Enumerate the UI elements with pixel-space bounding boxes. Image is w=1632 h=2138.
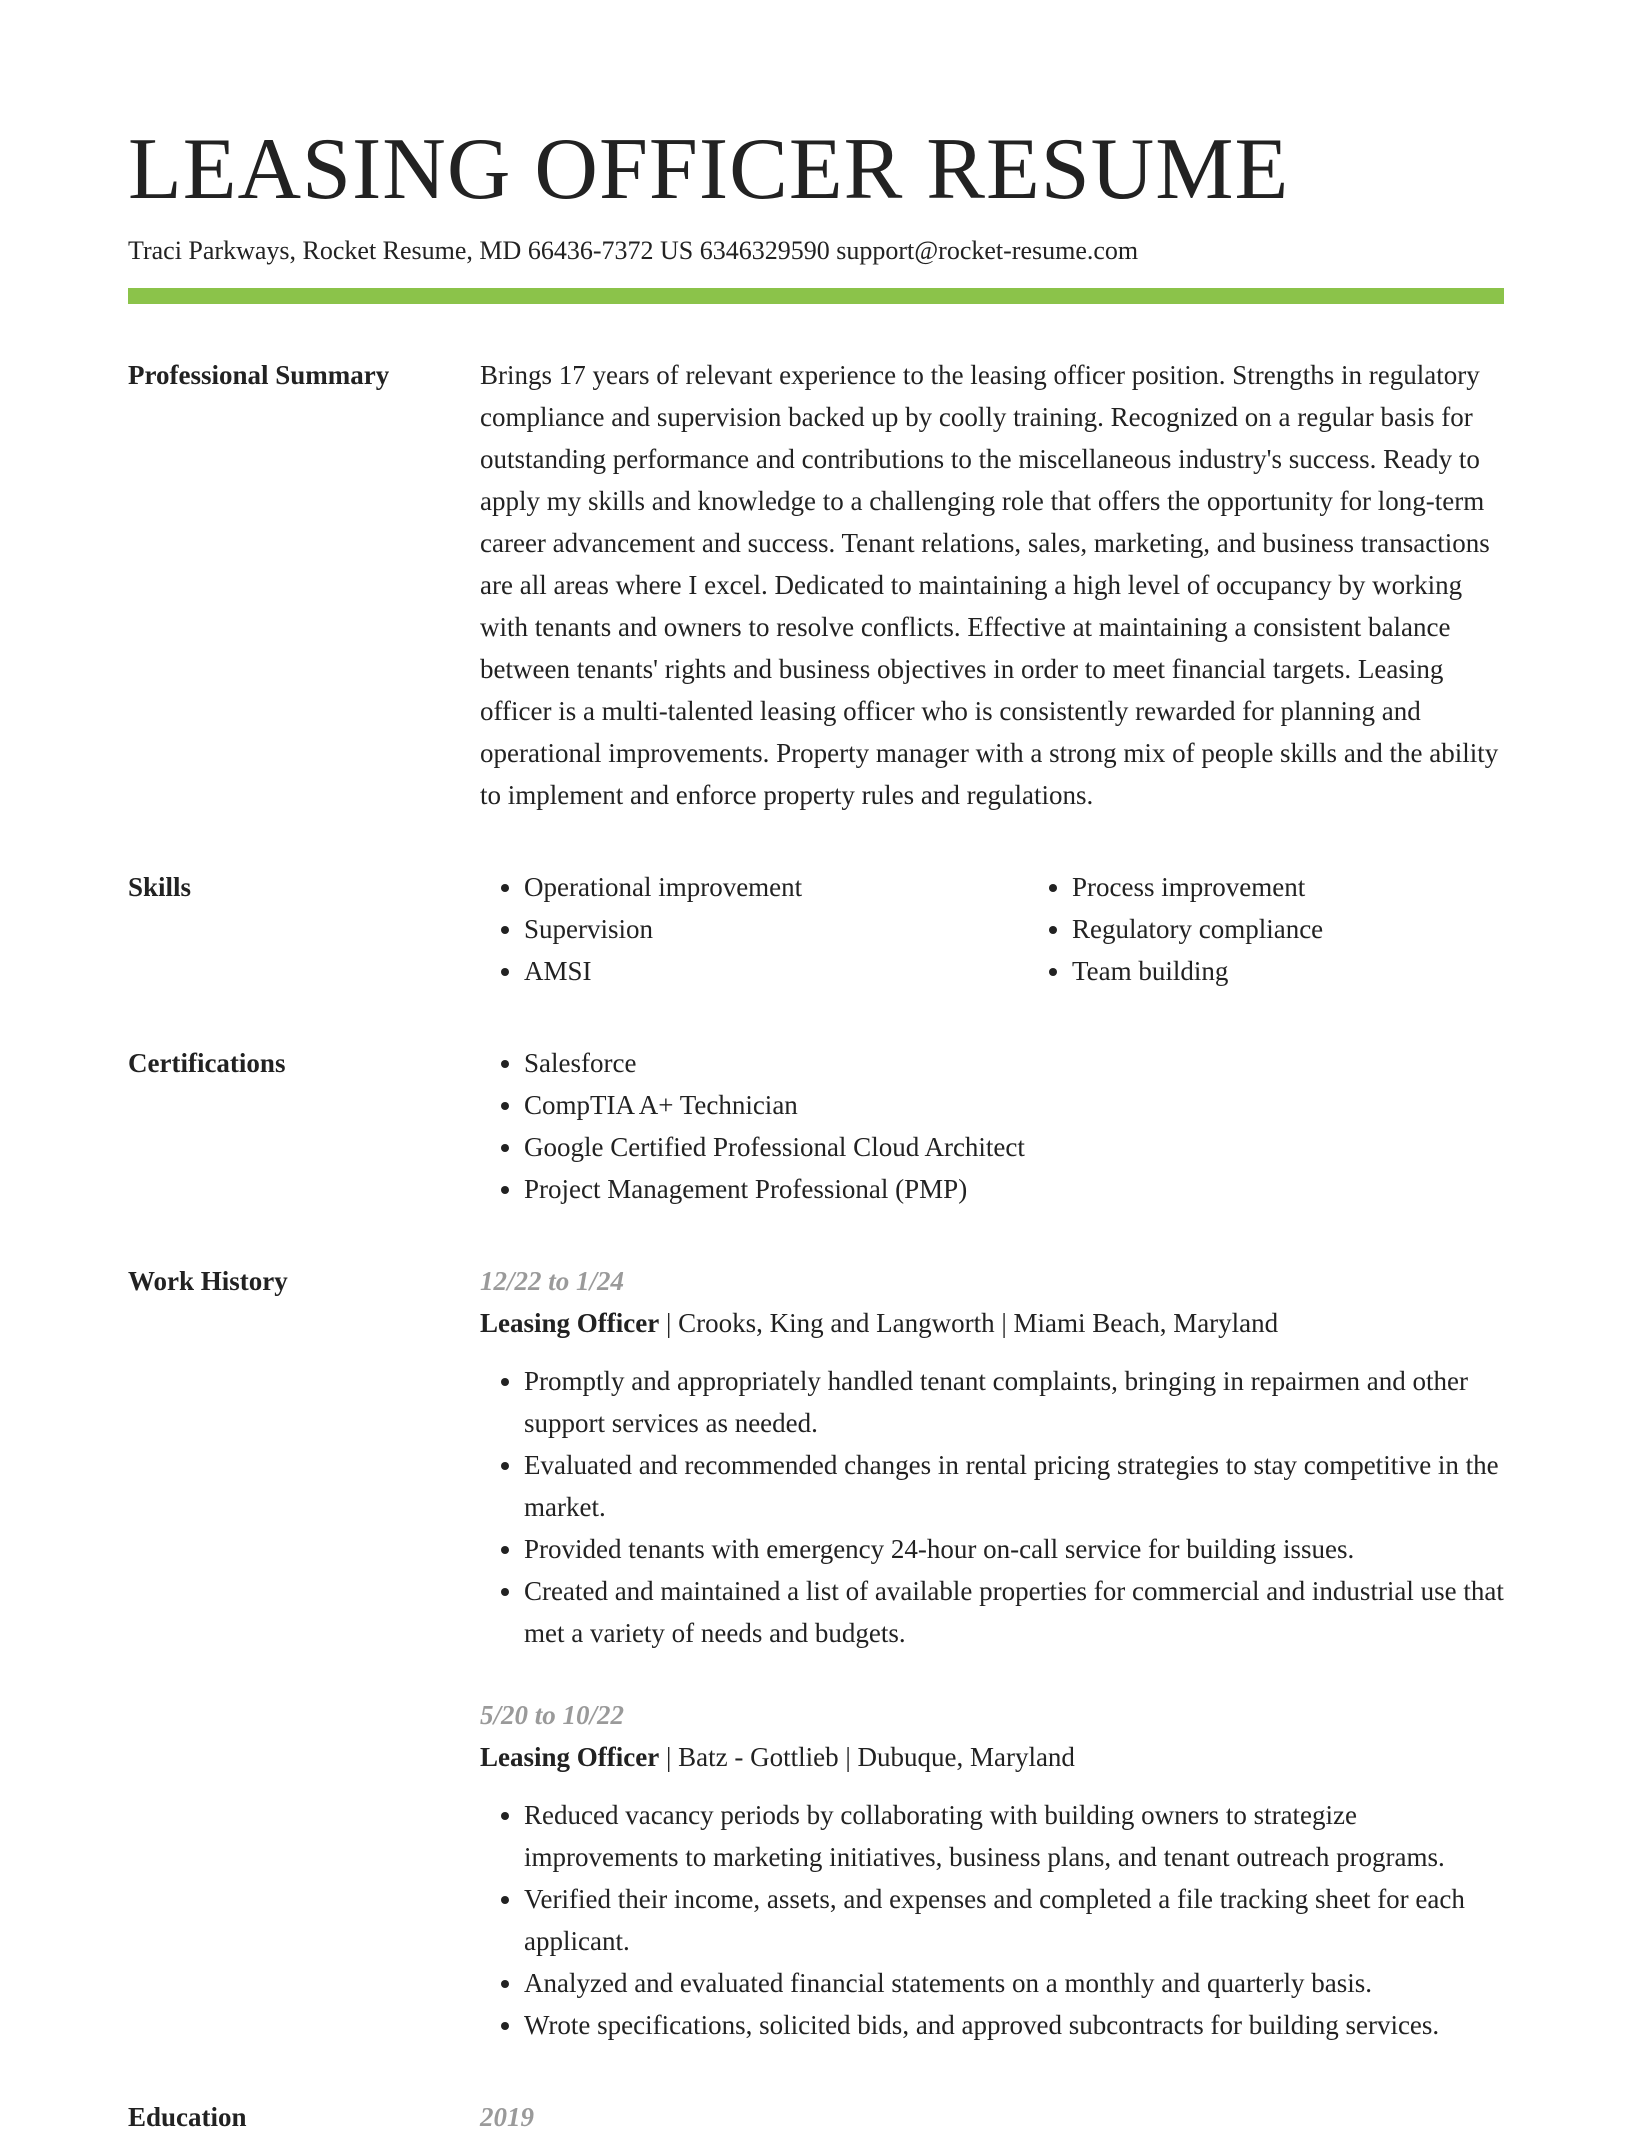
skill-item: • Operational improvement — [524, 866, 1028, 908]
job-details: | Batz - Gottlieb | Dubuque, Maryland — [659, 1742, 1075, 1772]
job-bullet: • Evaluated and recommended changes in rental pricing strategies to stay competitive in the market. — [524, 1444, 1504, 1528]
job-bullet: • Created and maintained a list of available properties for commercial and industrial use that met a variety of needs and budgets. — [524, 1570, 1504, 1654]
section-label-skills: Skills — [128, 872, 192, 902]
job-entry — [480, 1694, 1504, 2046]
certification-item: • Google Certified Professional Cloud Architect — [524, 1126, 1504, 1168]
certification-item: • CompTIA A+ Technician — [524, 1084, 1504, 1126]
work-history-section — [128, 1260, 1504, 2046]
skill-item: • Supervision — [524, 908, 1028, 950]
summary-text: Brings 17 years of relevant experience to the leasing officer position. Strengths in regulatory compliance and supervision backed up by coolly training. Recognized on a regular basis for outstanding performance and contributions to the miscellaneous industry's success. Ready to apply my skills and knowledge to a challenging role that offers the opportunity for long-term career advancement and success. Tenant relations, sales, marketing, and business transactions are all areas where I excel. Dedicated to maintaining a high level of occupancy by working with tenants and owners to resolve conflicts. Effective at maintaining a consistent balance between tenants' rights and business objectives in order to meet financial targets. Leasing officer is a multi-talented leasing officer who is consistently rewarded for planning and operational improvements. Property manager with a strong mix of people skills and the ability to implement and enforce property rules and regulations. — [480, 360, 1499, 810]
job-bullet: • Verified their income, assets, and expenses and completed a file tracking sheet for each applicant. — [524, 1878, 1504, 1962]
certification-item: • Project Management Professional (PMP) — [524, 1168, 1504, 1210]
job-title: Leasing Officer — [480, 1308, 660, 1338]
resume-page — [128, 118, 1504, 2138]
job-bullets — [480, 1794, 1504, 2046]
skills-section — [128, 866, 1504, 992]
job-dates: 5/20 to 10/22 — [480, 1700, 625, 1730]
job-bullet: • Reduced vacancy periods by collaborating with building owners to strategize improvements to marketing initiatives, business plans, and tenant outreach programs. — [524, 1794, 1504, 1878]
job-entry — [480, 1260, 1504, 1654]
summary-section — [128, 354, 1504, 816]
resume-title: LEASING OFFICER RESUME — [128, 121, 1290, 218]
skill-item: • Team building — [1072, 950, 1576, 992]
section-label-education: Education — [128, 2102, 247, 2132]
job-bullet: • Wrote specifications, solicited bids, and approved subcontracts for building services. — [524, 2004, 1504, 2046]
job-heading — [480, 1736, 1504, 1778]
job-bullets — [480, 1360, 1504, 1654]
job-bullet: • Analyzed and evaluated financial statements on a monthly and quarterly basis. — [524, 1962, 1504, 2004]
section-label-certifications: Certifications — [128, 1048, 286, 1078]
contact-line: Traci Parkways, Rocket Resume, MD 66436-7372 US 6346329590 support@rocket-resume.com — [128, 236, 1139, 265]
job-details: | Crooks, King and Langworth | Miami Beach, Maryland — [659, 1308, 1279, 1338]
skill-item: • AMSI — [524, 950, 1028, 992]
certifications-list — [480, 1042, 1504, 1210]
skills-list-right — [1028, 866, 1576, 992]
job-title: Leasing Officer — [480, 1742, 660, 1772]
section-label-summary: Professional Summary — [128, 360, 390, 390]
skill-item: • Process improvement — [1072, 866, 1576, 908]
certifications-section — [128, 1042, 1504, 1210]
job-heading — [480, 1302, 1504, 1344]
education-section — [128, 2096, 1504, 2138]
section-label-work-history: Work History — [128, 1266, 288, 1296]
job-bullet: • Promptly and appropriately handled tenant complaints, bringing in repairmen and other support services as needed. — [524, 1360, 1504, 1444]
job-dates: 12/22 to 1/24 — [480, 1266, 625, 1296]
certification-item: • Salesforce — [524, 1042, 1504, 1084]
header-divider — [128, 288, 1504, 304]
job-bullet: • Provided tenants with emergency 24-hour on-call service for building issues. — [524, 1528, 1504, 1570]
education-dates: 2019 — [480, 2102, 534, 2132]
skill-item: • Regulatory compliance — [1072, 908, 1576, 950]
skills-list-left — [480, 866, 1028, 992]
